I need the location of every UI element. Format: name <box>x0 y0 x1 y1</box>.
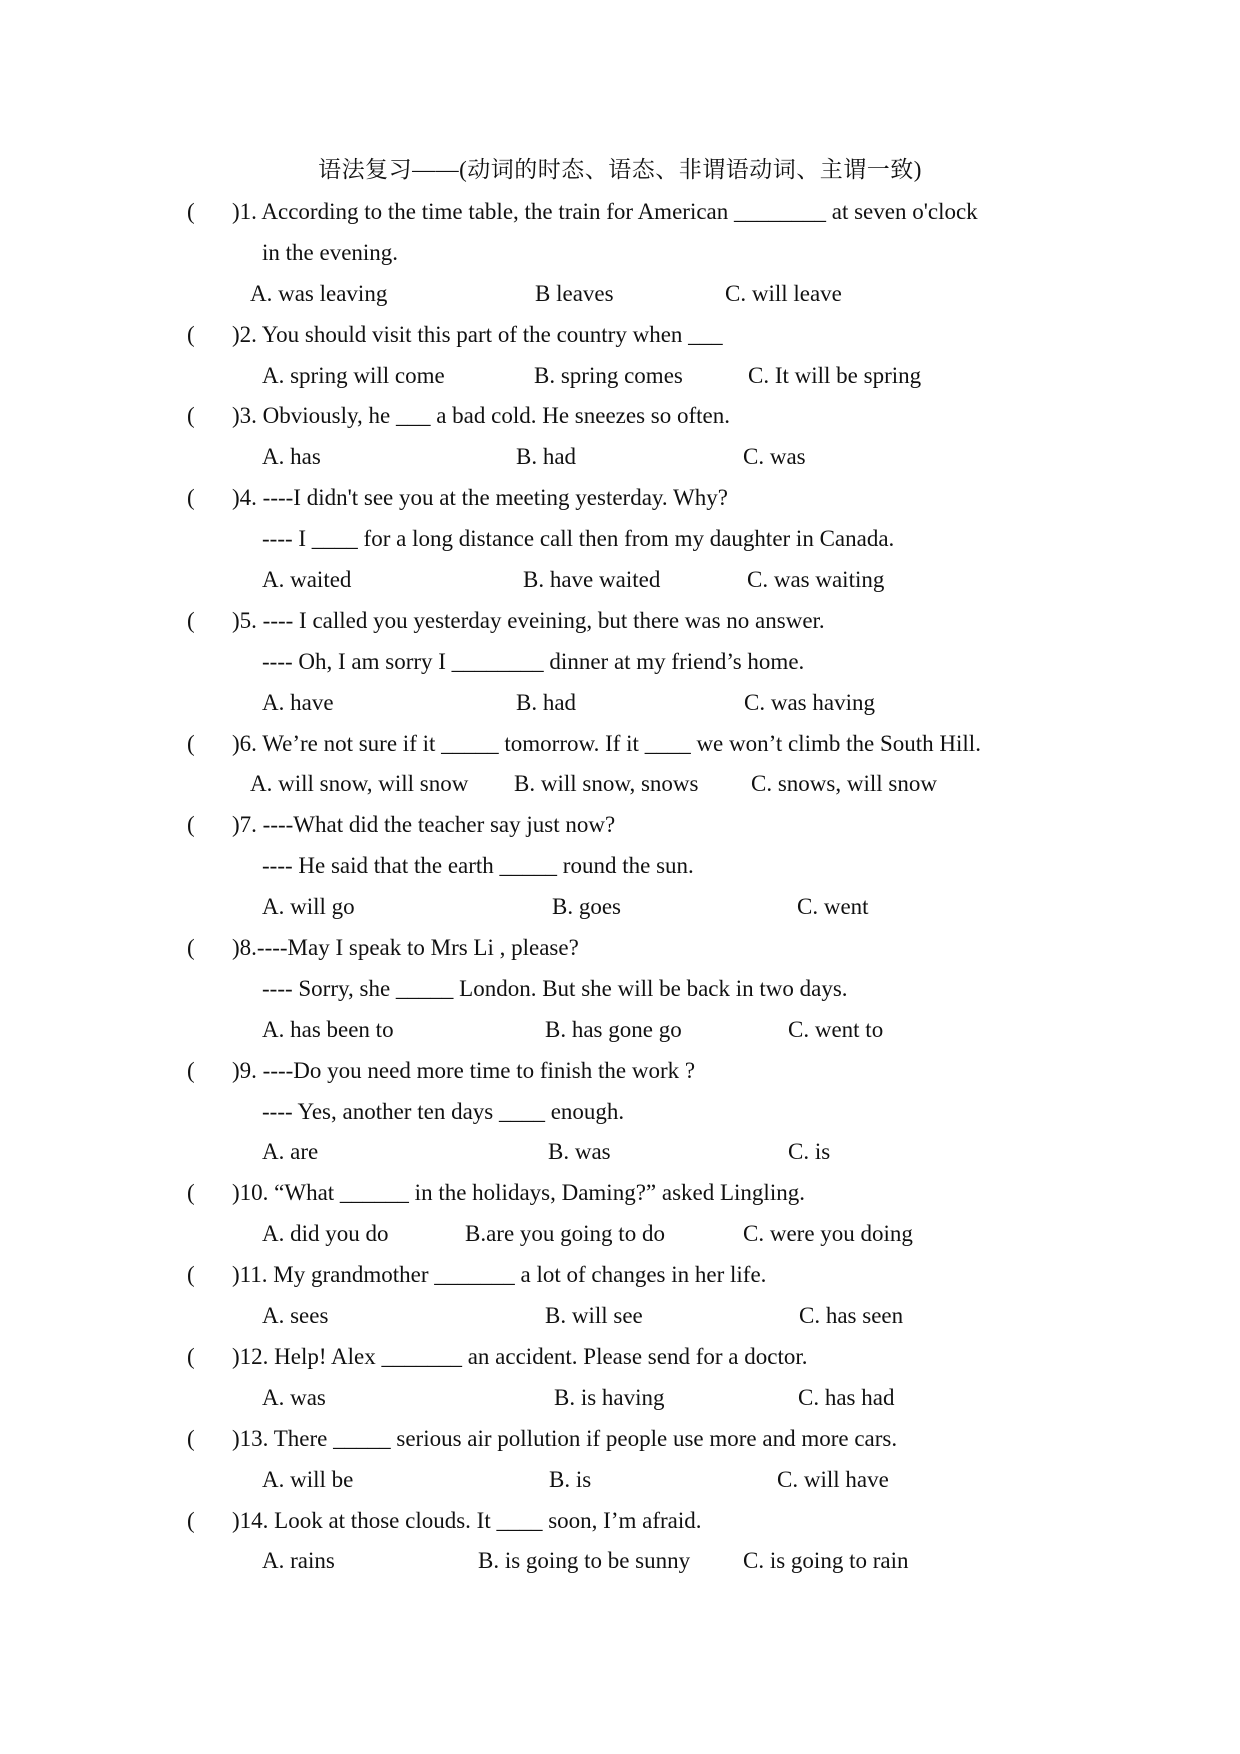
question-line <box>187 478 1067 519</box>
options-line <box>187 274 1067 315</box>
option-a: A. will go <box>262 894 355 920</box>
question-text: )2. You should visit this part of the country when ___ <box>232 321 723 347</box>
options-line <box>187 437 1067 478</box>
question-text: )4. ----I didn't see you at the meeting yesterday. Why? <box>232 485 728 511</box>
question-line <box>187 315 1067 356</box>
answer-paren: ( <box>187 321 195 347</box>
question-continuation-line <box>187 233 1067 274</box>
option-b: B. had <box>516 444 577 470</box>
option-c: C. snows, will snow <box>751 771 937 797</box>
options-line <box>187 356 1067 397</box>
page-title: 语法复习——(动词的时态、语态、非谓语动词、主谓一致) <box>318 157 922 182</box>
option-b: B. had <box>516 689 577 715</box>
options-line <box>187 1132 1067 1173</box>
option-c: C. was <box>743 444 806 470</box>
answer-paren: ( <box>187 730 195 756</box>
question-line <box>187 724 1067 765</box>
option-c: C. has had <box>798 1384 895 1410</box>
option-b: B. have waited <box>523 567 661 593</box>
option-c: C. will have <box>777 1466 889 1492</box>
question-text: )1. According to the time table, the train for American ________ at seven o'clock <box>232 199 978 224</box>
question-continuation: ---- Yes, another ten days ____ enough. <box>262 1098 625 1124</box>
question-line <box>187 1255 1067 1296</box>
question-continuation: ---- Sorry, she _____ London. But she will be back in two days. <box>262 975 848 1001</box>
option-a: A. have <box>262 689 334 715</box>
option-a: A. waited <box>262 567 352 593</box>
answer-paren: ( <box>187 1180 195 1206</box>
option-a: A. sees <box>262 1303 329 1329</box>
option-c: C. is <box>788 1139 831 1165</box>
option-b: B. goes <box>552 894 621 920</box>
options-line <box>187 1214 1067 1255</box>
answer-paren: ( <box>187 607 195 633</box>
question-line <box>187 805 1067 846</box>
question-list <box>187 192 1067 1582</box>
question-continuation: ---- Oh, I am sorry I ________ dinner at my friend’s home. <box>262 648 805 674</box>
option-c: C. will leave <box>725 280 842 306</box>
option-b: B. will see <box>545 1303 643 1329</box>
answer-paren: ( <box>187 1262 195 1288</box>
option-c: C. has seen <box>799 1303 904 1329</box>
option-b: B. has gone go <box>545 1016 682 1042</box>
question-text: )11. My grandmother _______ a lot of changes in her life. <box>232 1262 767 1288</box>
question-continuation: ---- I ____ for a long distance call then from my daughter in Canada. <box>262 526 895 552</box>
option-b: B.are you going to do <box>465 1221 665 1247</box>
option-b: B. spring comes <box>534 362 683 388</box>
answer-paren: ( <box>187 199 195 224</box>
option-c: C. went <box>797 894 869 920</box>
question-line <box>187 1419 1067 1460</box>
question-text: )7. ----What did the teacher say just now? <box>232 812 616 838</box>
answer-paren: ( <box>187 812 195 838</box>
question-continuation: ---- He said that the earth _____ round the sun. <box>262 853 694 879</box>
question-continuation-line <box>187 846 1067 887</box>
question-continuation: in the evening. <box>262 239 399 265</box>
question-text: )12. Help! Alex _______ an accident. Please send for a doctor. <box>232 1343 808 1369</box>
question-text: )6. We’re not sure if it _____ tomorrow. If it ____ we won’t climb the South Hill. <box>232 730 981 756</box>
question-text: )5. ---- I called you yesterday eveining, but there was no answer. <box>232 607 825 633</box>
options-line <box>187 683 1067 724</box>
option-b: B. is going to be sunny <box>478 1548 691 1574</box>
answer-paren: ( <box>187 1425 195 1451</box>
question-continuation-line <box>187 1092 1067 1133</box>
options-line <box>187 764 1067 805</box>
answer-paren: ( <box>187 1057 195 1083</box>
question-line <box>187 928 1067 969</box>
option-c: C. were you doing <box>743 1221 913 1247</box>
option-b: B. was <box>548 1139 611 1165</box>
option-c: C. went to <box>788 1016 884 1042</box>
option-a: A. will be <box>262 1466 354 1492</box>
option-c: C. It will be spring <box>748 362 922 388</box>
answer-paren: ( <box>187 1343 195 1369</box>
option-c: C. was waiting <box>747 567 885 593</box>
option-a: A. did you do <box>262 1221 389 1247</box>
answer-paren: ( <box>187 1507 195 1533</box>
options-line <box>187 1296 1067 1337</box>
option-a: A. rains <box>262 1548 335 1574</box>
options-line <box>187 1010 1067 1051</box>
answer-paren: ( <box>187 403 195 429</box>
option-c: C. is going to rain <box>743 1548 909 1574</box>
question-line <box>187 1501 1067 1542</box>
question-text: )8.----May I speak to Mrs Li , please? <box>232 935 579 961</box>
options-line <box>187 1460 1067 1501</box>
question-text: )13. There _____ serious air pollution if people use more and more cars. <box>232 1425 898 1451</box>
question-text: )9. ----Do you need more time to finish the work ? <box>232 1057 696 1083</box>
question-line <box>187 1173 1067 1214</box>
answer-paren: ( <box>187 935 195 961</box>
option-b: B. will snow, snows <box>514 771 699 797</box>
options-line <box>187 1541 1067 1582</box>
question-continuation-line <box>187 969 1067 1010</box>
question-text: )3. Obviously, he ___ a bad cold. He sneezes so often. <box>232 403 730 429</box>
option-a: A. has been to <box>262 1016 394 1042</box>
question-continuation-line <box>187 642 1067 683</box>
option-c: C. was having <box>744 689 875 715</box>
option-a: A. was <box>262 1384 326 1410</box>
options-line <box>187 1378 1067 1419</box>
question-line <box>187 1051 1067 1092</box>
option-b: B. is <box>549 1466 592 1492</box>
question-line <box>187 192 1067 233</box>
options-line <box>187 560 1067 601</box>
option-a: A. was leaving <box>250 280 388 306</box>
option-a: A. spring will come <box>262 362 445 388</box>
option-a: A. will snow, will snow <box>250 771 469 797</box>
option-b: B leaves <box>535 280 614 306</box>
question-line <box>187 396 1067 437</box>
question-line <box>187 601 1067 642</box>
option-a: A. are <box>262 1139 319 1165</box>
question-text: )10. “What ______ in the holidays, Daming?” asked Lingling. <box>232 1180 805 1206</box>
question-continuation-line <box>187 519 1067 560</box>
option-a: A. has <box>262 444 321 470</box>
question-text: )14. Look at those clouds. It ____ soon, I’m afraid. <box>232 1507 702 1533</box>
question-line <box>187 1337 1067 1378</box>
answer-paren: ( <box>187 485 195 511</box>
options-line <box>187 887 1067 928</box>
option-b: B. is having <box>554 1384 665 1410</box>
